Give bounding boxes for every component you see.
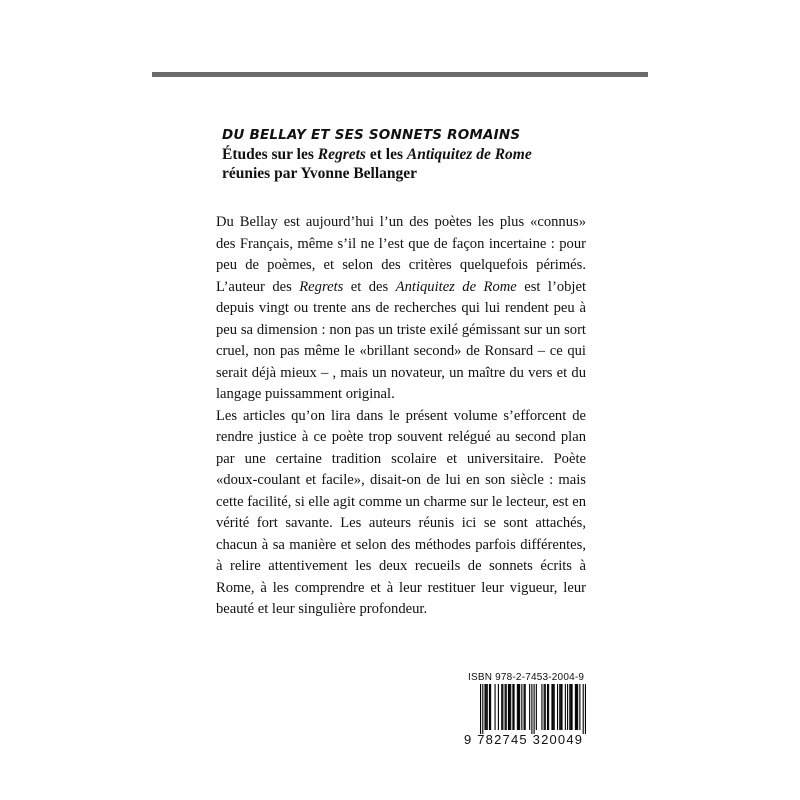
series-title: DU BELLAY ET SES SONNETS ROMAINS [222, 127, 521, 143]
barcode-bar [518, 684, 519, 730]
subtitle-line-1 [222, 145, 642, 164]
barcode-bar [525, 684, 526, 730]
barcode-bar [489, 684, 490, 730]
subtitle-regrets: Regrets [317, 146, 366, 163]
barcode-bar [524, 684, 525, 730]
barcode-bar [519, 684, 520, 730]
barcode-bar [486, 684, 487, 730]
barcode-bar [585, 684, 586, 734]
barcode-bar [579, 684, 580, 730]
barcode-bar [512, 684, 513, 730]
barcode-bar [554, 684, 555, 730]
barcode-bar [502, 684, 503, 730]
barcode-bar [551, 684, 552, 730]
barcode-bar [521, 684, 522, 730]
isbn-label: ISBN 978-2-7453-2004-9 [468, 672, 585, 683]
barcode-bar [482, 684, 483, 734]
barcode-bar [567, 684, 568, 730]
barcode-bar [508, 684, 509, 730]
subtitle-text: Études sur les [222, 146, 318, 163]
blurb-paragraph-1 [216, 212, 586, 406]
barcode-bar [536, 684, 537, 730]
barcode-bar [576, 684, 577, 730]
barcode-bar [544, 684, 545, 730]
barcode-bar [553, 684, 554, 730]
barcode-bar [506, 684, 507, 730]
title-block [222, 126, 642, 183]
barcode-bar [557, 684, 558, 730]
barcode-bar [517, 684, 518, 730]
barcode-bar [583, 684, 584, 734]
blurb-text: et des [343, 278, 396, 295]
barcode-bar [487, 684, 488, 730]
blurb-title-regrets: Regrets [299, 278, 344, 295]
barcode-bar [565, 684, 566, 730]
blurb-paragraph-2: Les articles qu’on lira dans le présent volume s’efforcent de rendre justice à ce poète trop souvent relégué au second plan par une certaine tradition scolaire et universitaire. Poète «doux-coulant et facile», disait-on de lui en son siècle : mais cette facilité, si elle agit comme un charme sur le lecteur, est en vérité fort savante. Les auteurs réunis ici se sont attachés, chacun à sa manière et selon des méthodes parfois différentes, à relire attentivement les deux recueils de sonnets écrits à Rome, à les comprendre et à leur restituer leur vigueur, leur beauté et leur singulière profondeur. [216, 407, 586, 617]
barcode-bar [509, 684, 510, 730]
barcode-bar [495, 684, 496, 730]
blurb-text: est l’objet depuis vingt ou trente ans de recherches qui lui rendent peu à peu sa dimension : non pas un triste exilé gémissant sur un sort cruel, non pas même le «brillant second» de Ronsard – ce qui serait déjà mieux – , mais un novateur, un maître du vers et du langage puissamment original. [216, 278, 586, 402]
barcode-bar [570, 684, 571, 730]
barcode-bar [510, 684, 511, 730]
barcode-bar [484, 684, 485, 730]
barcode-bar [498, 684, 499, 730]
barcode-bars [468, 684, 586, 734]
barcode-bar [575, 684, 576, 730]
barcode-bar [529, 684, 530, 730]
barcode-bar [480, 684, 481, 734]
barcode-bar [569, 684, 570, 730]
barcode-bar [505, 684, 506, 730]
barcode-bar [545, 684, 546, 730]
blurb [216, 212, 586, 621]
barcode-digits: 9 782745 320049 [464, 732, 584, 747]
blurb-title-antiquitez: Antiquitez de Rome [395, 278, 517, 295]
subtitle-antiquitez: Antiquitez de Rome [406, 146, 532, 163]
barcode-bar [501, 684, 502, 730]
top-rule [152, 72, 648, 77]
barcode-bar [541, 684, 542, 730]
subtitle-line-2: réunies par Yvonne Bellanger [222, 165, 418, 182]
barcode-bar [548, 684, 549, 730]
barcode-bar [531, 684, 532, 734]
barcode-bar [560, 684, 561, 730]
subtitle-text: et les [365, 146, 407, 163]
barcode-bar [559, 684, 560, 730]
barcode-bar [547, 684, 548, 730]
isbn-barcode [464, 672, 588, 754]
barcode-bar [577, 684, 578, 730]
barcode-bar [513, 684, 514, 730]
barcode-bar [561, 684, 562, 730]
barcode-bar [534, 684, 535, 734]
barcode-bar [571, 684, 572, 730]
barcode-bar [490, 684, 491, 730]
blurb-text: Du Bellay est aujourd’hui l’un des poètes les plus «connus» des Français, même s’il ne l’est que de façon incertaine : pour peu de poèmes, et selon des critères quelquefois périmés. L’auteur des [216, 214, 586, 295]
